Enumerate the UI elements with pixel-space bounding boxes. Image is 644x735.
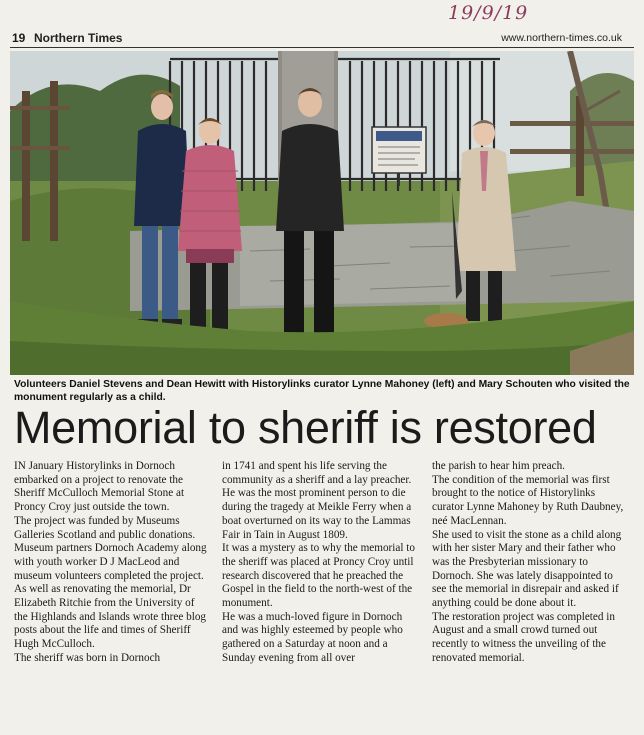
paragraph: The sheriff was born in Dornoch — [14, 651, 161, 664]
website-url: www.northern-times.co.uk — [501, 32, 622, 44]
paragraph: He was the most prominent person to die during the tragedy at Meikle Ferry when a boat overturned on its way to the Lammas Fair in Tain in August 1809. — [222, 487, 412, 541]
handwritten-date: 19/9/19 — [448, 2, 529, 24]
paragraph: As well as renovating the memorial, Dr Elizabeth Ritchie from the University of the Highlands and Islands wrote three blog posts about the life and times of Sheriff Hugh McCulloch. — [14, 583, 207, 651]
header-rule — [10, 47, 634, 48]
paper-name: Northern Times — [34, 31, 123, 45]
article-column-2 — [222, 460, 418, 666]
paragraph: The restoration project was completed in August and a small crowd turned out recently to witness the unveiling of the renovated memorial. — [432, 610, 615, 664]
page-number: 19 — [12, 31, 26, 45]
paragraph: He was a much-loved figure in Dornoch and was highly esteemed by people who gathered on a Saturday at noon and a Sunday evening from all over — [222, 610, 403, 664]
paragraph: She used to visit the stone as a child along with her sister Mary and their father who was the Presbyterian missionary to Dornoch. She was lately disappointed to see the memorial in disrepair and asked if anything could be done about it. — [432, 528, 622, 610]
article-column-3 — [432, 460, 628, 666]
page-header — [12, 31, 632, 47]
paragraph: The project was funded by Museums Galleries Scotland and public donations. — [14, 514, 196, 541]
paragraph: It was a mystery as to why the memorial to the sheriff was placed at Proncy Croy until research discovered that he preached the Gospel in the field to the north-west of the monument. — [222, 542, 415, 610]
headline: Memorial to sheriff is restored — [14, 402, 597, 453]
paragraph: IN January Historylinks in Dornoch embarked on a project to renovate the Sheriff McCulloch Memorial Stone at Proncy Croy just outside the town. — [14, 460, 185, 514]
article-column-1 — [14, 460, 210, 666]
paragraph: the parish to hear him preach. — [432, 460, 565, 472]
article-photo — [10, 51, 634, 375]
paragraph: in 1741 and spent his life serving the community as a sheriff and a lay preacher. — [222, 460, 412, 486]
photo-caption: Volunteers Daniel Stevens and Dean Hewitt with Historylinks curator Lynne Mahoney (left) and Mary Schouten who visited the monument regularly as a child. — [14, 379, 630, 403]
paragraph: The condition of the memorial was first brought to the notice of Historylinks curator Lynne Mahoney by Ruth Daubney, neé MacLennan. — [432, 473, 624, 527]
paragraph: Museum partners Dornoch Academy along with youth worker D J MacLeod and museum volunteers completed the project. — [14, 542, 207, 582]
